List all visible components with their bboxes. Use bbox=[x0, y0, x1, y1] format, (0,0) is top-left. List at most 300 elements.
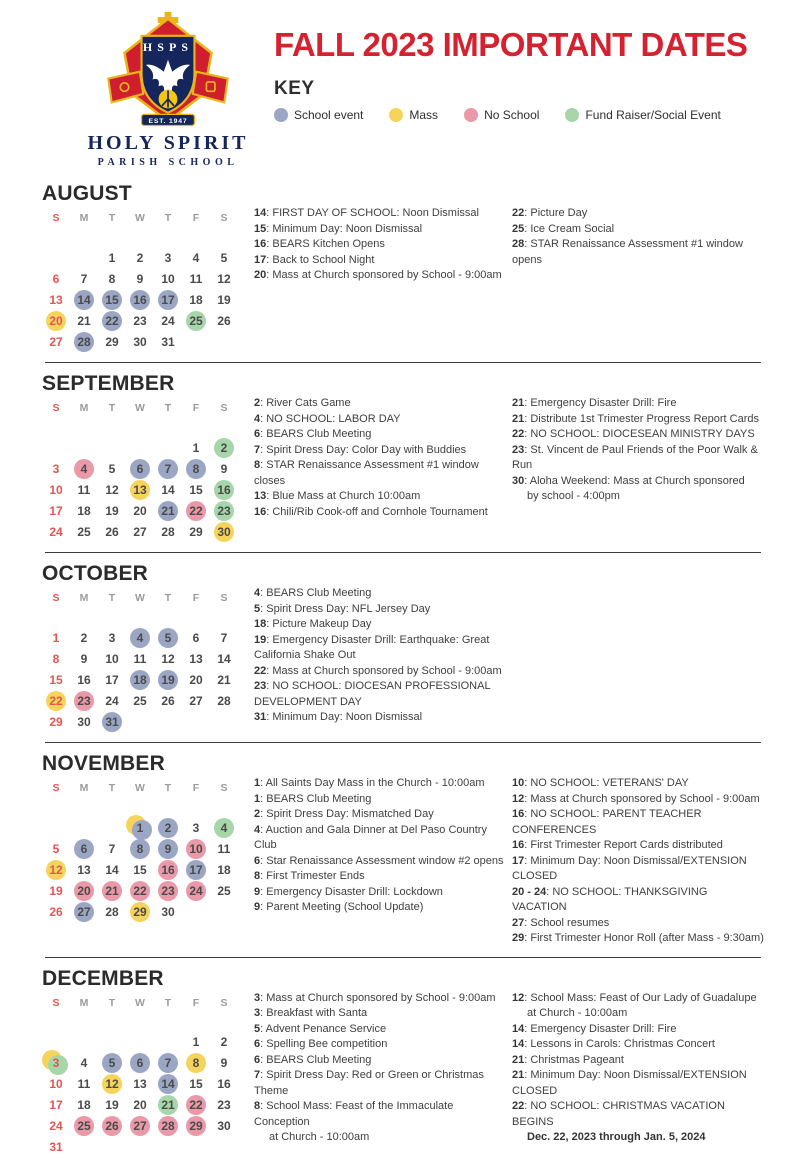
day-number: 22 bbox=[133, 883, 147, 898]
section-divider bbox=[45, 957, 761, 958]
empty-cell bbox=[70, 1032, 98, 1053]
day-number: 22 bbox=[189, 503, 203, 518]
key-title: KEY bbox=[274, 78, 315, 99]
event-item bbox=[254, 458, 504, 489]
day-number: 14 bbox=[161, 1077, 175, 1091]
event-item bbox=[254, 237, 504, 253]
day-cell bbox=[42, 1116, 70, 1137]
event-text: : River Cats Game bbox=[260, 397, 351, 409]
day-number: 17 bbox=[49, 1098, 63, 1112]
day-number: 19 bbox=[105, 503, 119, 518]
event-text: : Mass at Church sponsored by School - 9:00am bbox=[260, 991, 496, 1004]
day-number: 14 bbox=[161, 482, 175, 497]
event-day: 23 bbox=[254, 680, 267, 692]
day-cell bbox=[126, 458, 154, 479]
event-day: 16 bbox=[254, 238, 267, 250]
event-text: : STAR Renaissance Assessment #1 window closes bbox=[254, 459, 479, 487]
empty-cell bbox=[126, 437, 154, 458]
crest-initials: HSPS bbox=[142, 40, 194, 55]
event-day: 30 bbox=[512, 474, 525, 487]
empty-cell bbox=[70, 437, 98, 458]
day-number: 18 bbox=[77, 503, 91, 518]
event-day: 8 bbox=[254, 459, 261, 471]
day-cell bbox=[70, 711, 98, 732]
event-text: : Breakfast with Santa bbox=[260, 1007, 368, 1019]
event-item bbox=[254, 1053, 504, 1069]
event-day: 1 bbox=[254, 792, 261, 805]
event-item bbox=[254, 396, 504, 412]
day-cell bbox=[182, 500, 210, 521]
day-number: 3 bbox=[164, 250, 172, 265]
day-number: 5 bbox=[52, 841, 60, 856]
day-cell bbox=[42, 669, 70, 690]
day-number: 22 bbox=[49, 693, 63, 708]
day-cell bbox=[126, 500, 154, 521]
day-cell bbox=[98, 648, 126, 669]
day-cell bbox=[70, 458, 98, 479]
event-text: : First Trimester Report Cards distributed bbox=[524, 839, 723, 851]
event-day: 23 bbox=[512, 443, 525, 456]
weekday-header: S bbox=[220, 212, 228, 224]
day-number: 1 bbox=[136, 820, 144, 835]
event-text: : Auction and Gala Dinner at Del Paso Country Club bbox=[254, 823, 487, 851]
event-day: 2 bbox=[254, 808, 261, 820]
day-cell bbox=[98, 1074, 126, 1095]
weekday-header: T bbox=[164, 402, 172, 414]
day-cell bbox=[182, 437, 210, 458]
empty-cell bbox=[154, 416, 182, 437]
event-item bbox=[512, 474, 765, 490]
day-number: 24 bbox=[189, 883, 203, 898]
month-section-september bbox=[0, 372, 791, 542]
event-item bbox=[512, 838, 765, 854]
day-cell bbox=[154, 1095, 182, 1116]
legend-label: Fund Raiser/Social Event bbox=[585, 108, 721, 122]
event-day: 16 bbox=[512, 839, 525, 851]
day-number: 4 bbox=[192, 250, 200, 265]
day-cell bbox=[42, 1095, 70, 1116]
day-number: 9 bbox=[136, 271, 144, 286]
calendar-september bbox=[42, 372, 254, 542]
day-number: 25 bbox=[77, 1119, 91, 1133]
empty-cell bbox=[154, 1137, 182, 1158]
day-cell bbox=[126, 331, 154, 352]
event-item bbox=[254, 807, 504, 823]
weekday-header: T bbox=[108, 996, 116, 1009]
day-cell bbox=[154, 268, 182, 289]
day-cell bbox=[70, 1116, 98, 1137]
empty-cell bbox=[182, 331, 210, 352]
day-cell bbox=[126, 648, 154, 669]
empty-cell bbox=[42, 226, 70, 247]
day-cell bbox=[154, 838, 182, 859]
day-cell bbox=[98, 859, 126, 880]
event-item bbox=[254, 505, 504, 521]
event-item bbox=[254, 900, 504, 916]
day-number: 14 bbox=[105, 862, 119, 877]
event-item bbox=[512, 931, 765, 947]
legend-item-mass bbox=[389, 108, 438, 122]
event-day: 7 bbox=[254, 443, 261, 456]
day-cell bbox=[42, 901, 70, 922]
header bbox=[0, 0, 791, 168]
day-cell bbox=[182, 289, 210, 310]
empty-cell bbox=[210, 901, 238, 922]
day-cell bbox=[98, 669, 126, 690]
legend bbox=[274, 108, 747, 122]
day-number: 18 bbox=[133, 672, 147, 687]
event-item bbox=[512, 206, 765, 222]
empty-cell bbox=[70, 226, 98, 247]
empty-cell bbox=[70, 247, 98, 268]
empty-cell bbox=[126, 416, 154, 437]
empty-cell bbox=[42, 817, 70, 838]
empty-cell bbox=[42, 606, 70, 627]
day-cell bbox=[126, 479, 154, 500]
day-number: 25 bbox=[189, 313, 203, 328]
event-text: : FIRST DAY OF SCHOOL: Noon Dismissal bbox=[266, 207, 479, 219]
empty-cell bbox=[210, 711, 238, 732]
calendar-grid bbox=[42, 400, 254, 542]
day-number: 2 bbox=[136, 250, 144, 265]
event-text: : Picture Makeup Day bbox=[266, 618, 372, 630]
day-cell bbox=[182, 669, 210, 690]
event-day: 3 bbox=[254, 1007, 261, 1019]
day-cell bbox=[70, 500, 98, 521]
event-item bbox=[512, 1099, 765, 1130]
day-cell bbox=[154, 479, 182, 500]
day-number: 30 bbox=[161, 904, 175, 919]
day-cell bbox=[70, 479, 98, 500]
day-cell bbox=[210, 1116, 238, 1137]
day-number: 21 bbox=[77, 313, 91, 328]
day-cell bbox=[182, 310, 210, 331]
day-number: 29 bbox=[189, 1119, 203, 1133]
day-number: 9 bbox=[220, 1056, 228, 1070]
event-day: 4 bbox=[254, 587, 261, 599]
day-number: 20 bbox=[49, 313, 63, 328]
event-text: : School Mass: Feast of the Immaculate Conception bbox=[254, 1100, 454, 1128]
day-number: 2 bbox=[164, 820, 172, 835]
event-day: 9 bbox=[254, 901, 261, 913]
legend-label: Mass bbox=[409, 108, 439, 122]
day-cell bbox=[42, 268, 70, 289]
day-cell bbox=[154, 289, 182, 310]
page-title: FALL 2023 IMPORTANT DATES bbox=[274, 26, 748, 63]
weekday-header: S bbox=[52, 592, 60, 604]
day-cell bbox=[182, 1116, 210, 1137]
school-event-dot-icon bbox=[274, 108, 288, 122]
event-day: 14 bbox=[512, 1038, 525, 1050]
event-item bbox=[254, 854, 504, 870]
event-text: : Ice Cream Social bbox=[524, 222, 615, 235]
event-day: 27 bbox=[512, 916, 525, 929]
event-text: : Spirit Dress Day: NFL Jersey Day bbox=[260, 602, 431, 615]
day-number: 25 bbox=[217, 883, 231, 898]
event-list bbox=[254, 182, 512, 352]
event-list bbox=[514, 562, 766, 732]
day-number: 16 bbox=[77, 672, 91, 687]
event-text: : Advent Penance Service bbox=[260, 1022, 387, 1035]
day-cell bbox=[42, 1074, 70, 1095]
event-text: : STAR Renaissance Assessment #1 window opens bbox=[512, 238, 743, 266]
day-number: 17 bbox=[105, 672, 119, 687]
day-number: 8 bbox=[192, 461, 200, 476]
legend-label: School event bbox=[294, 108, 364, 122]
event-day: 17 bbox=[512, 854, 525, 867]
day-cell bbox=[42, 627, 70, 648]
day-cell bbox=[210, 247, 238, 268]
empty-cell bbox=[126, 1011, 154, 1032]
day-cell bbox=[126, 690, 154, 711]
event-item bbox=[254, 443, 504, 459]
event-text: : Spelling Bee competition bbox=[260, 1038, 388, 1050]
event-item bbox=[254, 412, 504, 428]
event-text: : Picture Day bbox=[524, 207, 588, 219]
day-number: 21 bbox=[161, 1098, 175, 1112]
day-cell bbox=[70, 838, 98, 859]
day-cell bbox=[126, 838, 154, 859]
event-text: : NO SCHOOL: DIOCESAN PROFESSIONAL DEVELOPMENT DAY bbox=[254, 680, 491, 708]
section-divider bbox=[45, 552, 761, 553]
day-cell bbox=[98, 310, 126, 331]
day-number: 14 bbox=[77, 292, 91, 307]
event-day: 19 bbox=[254, 633, 267, 646]
event-day: 10 bbox=[512, 777, 525, 789]
day-number: 1 bbox=[108, 250, 116, 265]
day-cell bbox=[154, 458, 182, 479]
day-cell bbox=[70, 648, 98, 669]
day-cell bbox=[70, 901, 98, 922]
event-day: 12 bbox=[512, 991, 525, 1004]
event-item bbox=[254, 869, 504, 885]
day-cell bbox=[154, 247, 182, 268]
day-cell bbox=[98, 247, 126, 268]
day-cell bbox=[210, 289, 238, 310]
day-number: 24 bbox=[49, 1119, 63, 1133]
day-cell bbox=[42, 289, 70, 310]
event-item bbox=[254, 823, 504, 854]
empty-cell bbox=[126, 606, 154, 627]
event-item bbox=[512, 443, 765, 474]
day-cell bbox=[182, 627, 210, 648]
legend-item-school-event bbox=[274, 108, 363, 122]
empty-cell bbox=[98, 817, 126, 838]
event-item bbox=[254, 1006, 504, 1022]
day-number: 15 bbox=[189, 1077, 203, 1091]
day-cell bbox=[182, 838, 210, 859]
event-day: 6 bbox=[254, 428, 261, 440]
day-number: 14 bbox=[217, 651, 231, 666]
empty-cell bbox=[210, 606, 238, 627]
event-item bbox=[254, 679, 506, 710]
event-item bbox=[254, 206, 504, 222]
day-number: 29 bbox=[189, 524, 203, 539]
event-item bbox=[254, 602, 506, 618]
event-day: 31 bbox=[254, 711, 267, 723]
day-cell bbox=[98, 268, 126, 289]
weekday-header: T bbox=[108, 212, 116, 224]
event-text: : NO SCHOOL: PARENT TEACHER CONFERENCES bbox=[512, 808, 702, 836]
weekday-header: F bbox=[192, 212, 200, 224]
day-cell bbox=[42, 880, 70, 901]
day-cell bbox=[182, 458, 210, 479]
empty-cell bbox=[42, 796, 70, 817]
day-cell bbox=[210, 838, 238, 859]
weekday-header: M bbox=[79, 592, 89, 604]
event-item bbox=[254, 489, 504, 505]
day-number: 26 bbox=[105, 1119, 119, 1133]
day-number: 20 bbox=[77, 883, 91, 898]
empty-cell bbox=[70, 416, 98, 437]
day-number: 16 bbox=[161, 862, 175, 877]
no-school-dot-icon bbox=[464, 108, 478, 122]
day-cell bbox=[70, 627, 98, 648]
day-cell bbox=[98, 289, 126, 310]
event-text: : Emergency Disaster Drill: Lockdown bbox=[260, 885, 443, 898]
empty-cell bbox=[70, 796, 98, 817]
weekday-header: T bbox=[164, 996, 172, 1009]
day-number: 21 bbox=[105, 883, 119, 898]
legend-label: No School bbox=[484, 108, 540, 122]
day-cell bbox=[42, 479, 70, 500]
weekday-header: S bbox=[52, 212, 60, 224]
day-number: 11 bbox=[133, 651, 147, 666]
day-number: 18 bbox=[77, 1098, 91, 1112]
event-text: : Mass at Church sponsored by School - 9:00am bbox=[524, 792, 760, 805]
day-number: 1 bbox=[52, 630, 60, 645]
day-number: 11 bbox=[189, 271, 203, 286]
event-text: : NO SCHOOL: DIOCESEAN MINISTRY DAYS bbox=[524, 428, 755, 440]
day-number: 1 bbox=[192, 440, 200, 455]
day-cell bbox=[42, 648, 70, 669]
empty-cell bbox=[154, 1011, 182, 1032]
weekday-header: T bbox=[164, 212, 172, 224]
school-name: HOLY SPIRIT bbox=[87, 132, 249, 154]
day-number: 4 bbox=[80, 1056, 88, 1070]
event-list bbox=[512, 967, 765, 1158]
empty-cell bbox=[70, 1137, 98, 1158]
empty-cell bbox=[182, 606, 210, 627]
day-number: 13 bbox=[133, 482, 147, 497]
day-number: 23 bbox=[161, 883, 175, 898]
event-day: 20 bbox=[254, 269, 267, 281]
event-continuation: at Church - 10:00am bbox=[269, 1131, 370, 1143]
day-number: 23 bbox=[77, 693, 91, 708]
day-number: 12 bbox=[49, 862, 63, 877]
day-cell bbox=[154, 521, 182, 542]
empty-cell bbox=[210, 1137, 238, 1158]
day-number: 20 bbox=[133, 503, 147, 518]
day-cell bbox=[70, 268, 98, 289]
day-number: 6 bbox=[80, 841, 88, 856]
day-number: 13 bbox=[49, 292, 63, 307]
day-number: 24 bbox=[161, 313, 175, 328]
event-day: 1 bbox=[254, 777, 261, 789]
day-number: 6 bbox=[192, 630, 200, 645]
day-cell bbox=[98, 521, 126, 542]
day-cell bbox=[126, 669, 154, 690]
day-cell bbox=[210, 268, 238, 289]
event-item bbox=[512, 222, 765, 238]
weekday-header: F bbox=[192, 782, 200, 794]
day-cell bbox=[126, 1116, 154, 1137]
weekday-header: W bbox=[135, 782, 145, 794]
event-continuation: Dec. 22, 2023 through Jan. 5, 2024 bbox=[527, 1131, 706, 1143]
day-number: 18 bbox=[217, 862, 231, 877]
day-number: 28 bbox=[105, 904, 119, 919]
day-number: 19 bbox=[49, 883, 63, 898]
empty-cell bbox=[154, 226, 182, 247]
empty-cell bbox=[182, 226, 210, 247]
event-text: : Emergency Disaster Drill: Fire bbox=[524, 1022, 677, 1035]
event-item bbox=[254, 617, 506, 633]
day-cell bbox=[98, 880, 126, 901]
day-cell bbox=[210, 310, 238, 331]
day-number: 29 bbox=[49, 714, 63, 729]
weekday-header: M bbox=[79, 402, 89, 414]
empty-cell bbox=[182, 901, 210, 922]
event-day: 6 bbox=[254, 1053, 261, 1066]
empty-cell bbox=[182, 1137, 210, 1158]
day-cell bbox=[126, 268, 154, 289]
event-item bbox=[512, 412, 765, 428]
event-day: 20 - 24 bbox=[512, 885, 547, 898]
day-cell bbox=[42, 331, 70, 352]
event-day: 4 bbox=[254, 412, 261, 425]
day-number: 23 bbox=[217, 503, 231, 518]
event-item bbox=[254, 1099, 504, 1130]
event-item bbox=[512, 1037, 765, 1053]
event-item bbox=[254, 792, 504, 808]
event-day: 14 bbox=[512, 1022, 525, 1035]
day-cell bbox=[210, 1074, 238, 1095]
event-day: 13 bbox=[254, 490, 267, 502]
day-number: 19 bbox=[161, 672, 175, 687]
event-item bbox=[254, 427, 504, 443]
month-title: OCTOBER bbox=[42, 562, 149, 585]
day-number: 10 bbox=[105, 651, 119, 666]
month-title: DECEMBER bbox=[42, 966, 164, 990]
day-cell bbox=[154, 310, 182, 331]
day-number: 4 bbox=[220, 820, 228, 835]
event-day: 6 bbox=[254, 1038, 261, 1050]
day-number: 8 bbox=[52, 651, 60, 666]
day-cell bbox=[126, 521, 154, 542]
month-section-october bbox=[0, 562, 791, 732]
day-number: 1 bbox=[192, 1035, 200, 1049]
empty-cell bbox=[42, 1011, 70, 1032]
day-cell bbox=[154, 331, 182, 352]
day-cell bbox=[182, 690, 210, 711]
mass-dot-icon bbox=[389, 108, 403, 122]
empty-cell bbox=[98, 1032, 126, 1053]
empty-cell bbox=[98, 226, 126, 247]
empty-cell bbox=[210, 796, 238, 817]
event-text: : Aloha Weekend: Mass at Church sponsored bbox=[524, 474, 745, 487]
school-crest bbox=[104, 10, 232, 130]
event-day: 9 bbox=[254, 885, 261, 898]
day-number: 25 bbox=[133, 693, 147, 708]
empty-cell bbox=[126, 1032, 154, 1053]
day-cell bbox=[210, 880, 238, 901]
day-number: 10 bbox=[161, 271, 175, 286]
event-day: 5 bbox=[254, 1022, 261, 1035]
school-logo bbox=[74, 10, 262, 168]
day-number: 7 bbox=[164, 461, 172, 476]
event-item bbox=[254, 222, 504, 238]
weekday-header: S bbox=[52, 996, 60, 1009]
